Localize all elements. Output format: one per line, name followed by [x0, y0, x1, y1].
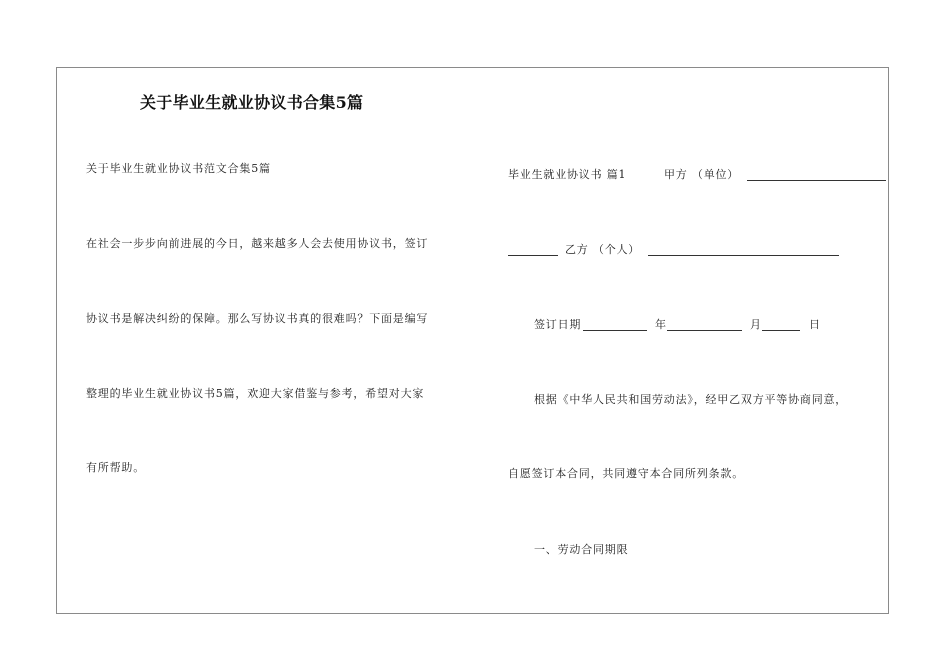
month-label: 月 [750, 318, 762, 331]
contract-paragraph-1: 根据《中华人民共和国劳动法》，经甲乙双方平等协商同意， [534, 393, 848, 406]
left-line-3: 协议书是解决纠纷的保障。那么写协议书真的很难吗？下面是编写 [86, 312, 429, 325]
party-a-blank [747, 170, 886, 181]
left-line-2: 在社会一步步向前进展的今日，越来越多人会去使用协议书，签订 [86, 237, 429, 250]
page-frame [56, 67, 889, 614]
party-b-label: 乙方 （个人） [565, 243, 641, 256]
left-line-5: 有所帮助。 [86, 461, 145, 474]
left-line-1: 关于毕业生就业协议书范文合集5篇 [86, 162, 271, 175]
sign-date-blank [583, 320, 647, 331]
section-heading-term: 一、劳动合同期限 [534, 543, 629, 556]
sign-date-label: 签订日期 [534, 318, 582, 331]
agreement-heading: 毕业生就业协议书 篇1 [508, 168, 627, 181]
document-title: 关于毕业生就业协议书合集5篇 [140, 93, 364, 112]
party-b-blank [648, 245, 839, 256]
contract-paragraph-2: 自愿签订本合同，共同遵守本合同所列条款。 [508, 467, 744, 480]
party-a-label: 甲方 （单位） [664, 168, 740, 181]
year-label: 年 [655, 318, 667, 331]
day-label: 日 [809, 318, 821, 331]
party-b-prefix-blank [508, 245, 558, 256]
left-line-4: 整理的毕业生就业协议书5篇，欢迎大家借鉴与参考，希望对大家 [86, 387, 425, 400]
year-blank [667, 320, 742, 331]
month-blank [762, 320, 800, 331]
